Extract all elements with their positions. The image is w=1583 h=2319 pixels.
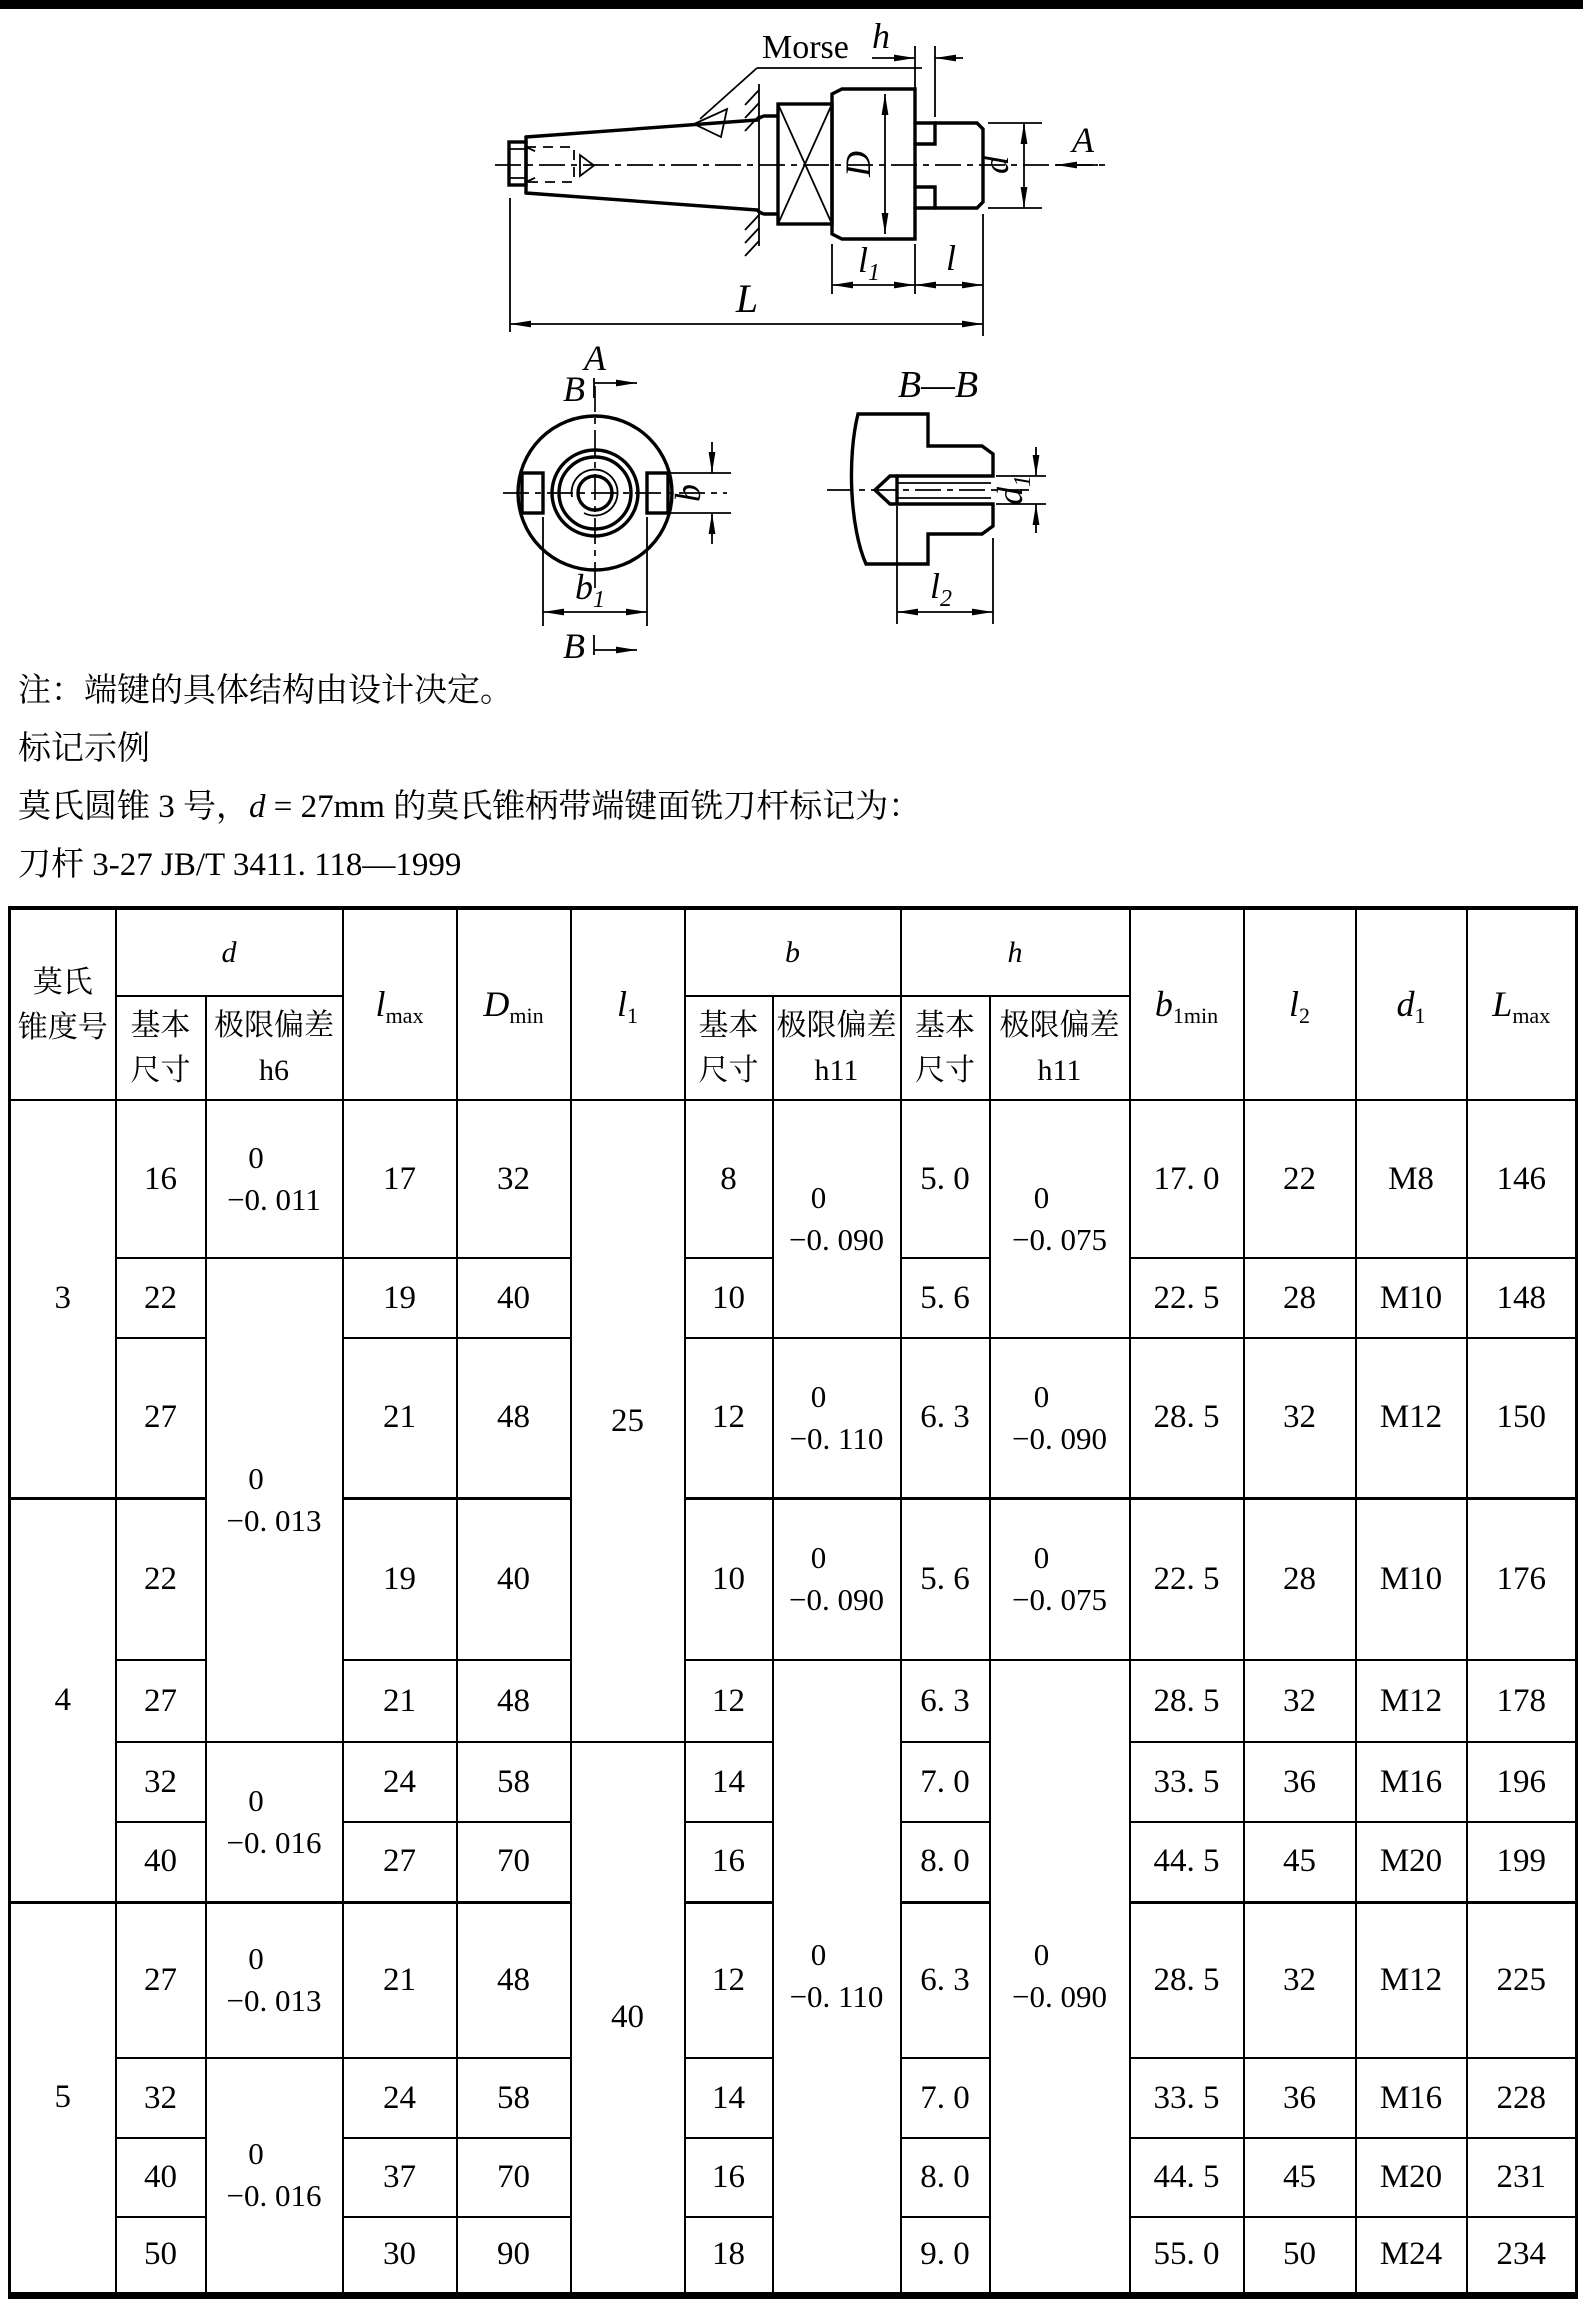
dimension-table bbox=[8, 906, 1578, 2299]
Lmax-cell: 148 bbox=[1467, 1258, 1577, 1338]
d-basic-cell: 27 bbox=[116, 1660, 206, 1742]
dim-l-label: l bbox=[945, 238, 957, 278]
col-header-d1: $d_1$ bbox=[1356, 908, 1467, 1100]
h-basic-cell: 6. 3 bbox=[901, 1660, 990, 1742]
b1min-cell: 22. 5 bbox=[1130, 1498, 1244, 1660]
lmax-cell: 19 bbox=[343, 1258, 457, 1338]
Lmax-cell: 146 bbox=[1467, 1100, 1577, 1258]
taper-no-cell: 5 bbox=[10, 1902, 116, 2295]
d1-cell: M10 bbox=[1356, 1258, 1467, 1338]
b1min-cell: 44. 5 bbox=[1130, 2138, 1244, 2217]
d-basic-cell: 50 bbox=[116, 2217, 206, 2295]
l2-cell: 45 bbox=[1244, 1822, 1356, 1902]
b-basic-cell: 14 bbox=[685, 1742, 773, 1822]
end-view-A bbox=[503, 338, 731, 666]
Lmax-cell: 225 bbox=[1467, 1902, 1577, 2058]
main-side-view bbox=[495, 16, 1105, 336]
notes-block bbox=[18, 662, 921, 894]
d-basic-cell: 22 bbox=[116, 1498, 206, 1660]
d1-cell: M12 bbox=[1356, 1338, 1467, 1498]
d1-cell: M24 bbox=[1356, 2217, 1467, 2295]
b-dev-cell: 0 −0. 110 bbox=[773, 1660, 901, 2295]
d-basic-cell: 27 bbox=[116, 1338, 206, 1498]
l2-cell: 36 bbox=[1244, 1742, 1356, 1822]
d-basic-cell: 27 bbox=[116, 1902, 206, 2058]
Dmin-cell: 58 bbox=[457, 2058, 571, 2138]
b-basic-cell: 12 bbox=[685, 1338, 773, 1498]
dim-l1-label: l1 bbox=[857, 240, 881, 286]
h-dev-cell: 0 −0. 090 bbox=[990, 1660, 1130, 2295]
col-header-taper: 莫氏 锥度号 bbox=[10, 908, 116, 1100]
h-basic-cell: 5. 6 bbox=[901, 1498, 990, 1660]
lmax-cell: 21 bbox=[343, 1902, 457, 2058]
lmax-cell: 21 bbox=[343, 1660, 457, 1742]
Lmax-cell: 231 bbox=[1467, 2138, 1577, 2217]
h-dev-cell: 0 −0. 075 bbox=[990, 1498, 1130, 1660]
d1-cell: M12 bbox=[1356, 1902, 1467, 2058]
view-A-label: A bbox=[584, 338, 606, 378]
d-basic-cell: 40 bbox=[116, 1822, 206, 1902]
col-header-lmax: $l_{max}$ bbox=[343, 908, 457, 1100]
b-dev-cell: 0 −0. 090 bbox=[773, 1498, 901, 1660]
l2-cell: 28 bbox=[1244, 1258, 1356, 1338]
d1-cell: M12 bbox=[1356, 1660, 1467, 1742]
d-basic-cell: 40 bbox=[116, 2138, 206, 2217]
l2-cell: 28 bbox=[1244, 1498, 1356, 1660]
b1min-cell: 33. 5 bbox=[1130, 2058, 1244, 2138]
marking-example-title: 标记示例 bbox=[18, 731, 150, 767]
h-basic-cell: 5. 0 bbox=[901, 1100, 990, 1258]
b1min-cell: 28. 5 bbox=[1130, 1902, 1244, 2058]
d1-cell: M20 bbox=[1356, 2138, 1467, 2217]
col-header-b-basic: 基本 尺寸 bbox=[685, 996, 773, 1100]
b1min-cell: 22. 5 bbox=[1130, 1258, 1244, 1338]
section-B-bottom-label: B bbox=[563, 626, 585, 666]
Dmin-cell: 48 bbox=[457, 1338, 571, 1498]
l1-cell: 25 bbox=[571, 1100, 685, 1742]
Dmin-cell: 48 bbox=[457, 1660, 571, 1742]
dim-d-label: d bbox=[976, 156, 1016, 174]
b-basic-cell: 16 bbox=[685, 1822, 773, 1902]
h-basic-cell: 6. 3 bbox=[901, 1902, 990, 2058]
h-basic-cell: 8. 0 bbox=[901, 2138, 990, 2217]
b1min-cell: 28. 5 bbox=[1130, 1660, 1244, 1742]
col-header-d-dev: 极限偏差 h6 bbox=[206, 996, 343, 1100]
dim-h-label: h bbox=[872, 16, 890, 56]
col-header-h-basic: 基本 尺寸 bbox=[901, 996, 990, 1100]
d1-cell: M20 bbox=[1356, 1822, 1467, 1902]
b1min-cell: 55. 0 bbox=[1130, 2217, 1244, 2295]
Dmin-cell: 40 bbox=[457, 1258, 571, 1338]
b1min-cell: 33. 5 bbox=[1130, 1742, 1244, 1822]
marking-example-line: 莫氏圆锥 3 号，d = 27mm 的莫氏锥柄带端键面铣刀杆标记为： bbox=[18, 789, 922, 825]
col-header-d-basic: 基本 尺寸 bbox=[116, 996, 206, 1100]
technical-drawing bbox=[0, 6, 1583, 678]
taper-no-cell: 4 bbox=[10, 1498, 116, 1902]
dim-b1-label: b1 bbox=[575, 567, 605, 613]
b1min-cell: 28. 5 bbox=[1130, 1338, 1244, 1498]
Dmin-cell: 70 bbox=[457, 1822, 571, 1902]
d-dev-cell: 0 −0. 011 bbox=[206, 1100, 343, 1258]
d1-cell: M10 bbox=[1356, 1498, 1467, 1660]
table-row bbox=[10, 1100, 1577, 1258]
l2-cell: 36 bbox=[1244, 2058, 1356, 2138]
Lmax-cell: 234 bbox=[1467, 2217, 1577, 2295]
note-line: 注：端键的具体结构由设计决定。 bbox=[18, 673, 513, 709]
Dmin-cell: 58 bbox=[457, 1742, 571, 1822]
col-header-b-group: b bbox=[685, 908, 901, 996]
lmax-cell: 27 bbox=[343, 1822, 457, 1902]
b-basic-cell: 16 bbox=[685, 2138, 773, 2217]
col-header-l2: $l_2$ bbox=[1244, 908, 1356, 1100]
b-dev-cell: 0 −0. 110 bbox=[773, 1338, 901, 1498]
dim-D-label: D bbox=[838, 151, 878, 177]
lmax-cell: 24 bbox=[343, 2058, 457, 2138]
Lmax-cell: 176 bbox=[1467, 1498, 1577, 1660]
lmax-cell: 19 bbox=[343, 1498, 457, 1660]
l2-cell: 22 bbox=[1244, 1100, 1356, 1258]
b1min-cell: 17. 0 bbox=[1130, 1100, 1244, 1258]
d1-cell: M8 bbox=[1356, 1100, 1467, 1258]
b-basic-cell: 10 bbox=[685, 1258, 773, 1338]
h-basic-cell: 5. 6 bbox=[901, 1258, 990, 1338]
section-view-BB bbox=[827, 364, 1046, 624]
b-basic-cell: 14 bbox=[685, 2058, 773, 2138]
lmax-cell: 37 bbox=[343, 2138, 457, 2217]
d-dev-cell: 0 −0. 013 bbox=[206, 1258, 343, 1742]
h-basic-cell: 9. 0 bbox=[901, 2217, 990, 2295]
d1-cell: M16 bbox=[1356, 2058, 1467, 2138]
l2-cell: 50 bbox=[1244, 2217, 1356, 2295]
h-dev-cell: 0 −0. 090 bbox=[990, 1338, 1130, 1498]
col-header-Lmax: $L_{max}$ bbox=[1467, 908, 1577, 1100]
col-header-h-dev: 极限偏差 h11 bbox=[990, 996, 1130, 1100]
l2-cell: 45 bbox=[1244, 2138, 1356, 2217]
morse-taper-label: Morse bbox=[762, 29, 849, 66]
Dmin-cell: 70 bbox=[457, 2138, 571, 2217]
dim-b-label: b bbox=[668, 484, 708, 502]
b-basic-cell: 12 bbox=[685, 1660, 773, 1742]
d-dev-cell: 0 −0. 013 bbox=[206, 1902, 343, 2058]
Dmin-cell: 90 bbox=[457, 2217, 571, 2295]
h-basic-cell: 6. 3 bbox=[901, 1338, 990, 1498]
h-dev-cell: 0 −0. 075 bbox=[990, 1100, 1130, 1338]
col-header-l1: $l_1$ bbox=[571, 908, 685, 1100]
d-dev-cell: 0 −0. 016 bbox=[206, 2058, 343, 2295]
b-basic-cell: 8 bbox=[685, 1100, 773, 1258]
lmax-cell: 24 bbox=[343, 1742, 457, 1822]
l1-cell: 40 bbox=[571, 1742, 685, 2295]
b-basic-cell: 12 bbox=[685, 1902, 773, 2058]
Lmax-cell: 196 bbox=[1467, 1742, 1577, 1822]
col-header-b-dev: 极限偏差 h11 bbox=[773, 996, 901, 1100]
col-header-d-group: d bbox=[116, 908, 343, 996]
section-BB-title: B—B bbox=[897, 364, 979, 406]
taper-no-cell: 3 bbox=[10, 1100, 116, 1498]
lmax-cell: 21 bbox=[343, 1338, 457, 1498]
col-header-Dmin: $D_{min}$ bbox=[457, 908, 571, 1100]
Lmax-cell: 228 bbox=[1467, 2058, 1577, 2138]
Dmin-cell: 40 bbox=[457, 1498, 571, 1660]
d-basic-cell: 32 bbox=[116, 1742, 206, 1822]
l2-cell: 32 bbox=[1244, 1338, 1356, 1498]
b1min-cell: 44. 5 bbox=[1130, 1822, 1244, 1902]
h-basic-cell: 7. 0 bbox=[901, 2058, 990, 2138]
dim-L-label: L bbox=[735, 276, 759, 321]
dim-l2-label: l2 bbox=[929, 566, 953, 612]
d-basic-cell: 16 bbox=[116, 1100, 206, 1258]
h-basic-cell: 7. 0 bbox=[901, 1742, 990, 1822]
d-basic-cell: 22 bbox=[116, 1258, 206, 1338]
col-header-b1min: $b_{1min}$ bbox=[1130, 908, 1244, 1100]
dim-d1-label: d1 bbox=[990, 475, 1036, 505]
b-dev-cell: 0 −0. 090 bbox=[773, 1100, 901, 1338]
l2-cell: 32 bbox=[1244, 1660, 1356, 1742]
d1-cell: M16 bbox=[1356, 1742, 1467, 1822]
b-basic-cell: 18 bbox=[685, 2217, 773, 2295]
d-dev-cell: 0 −0. 016 bbox=[206, 1742, 343, 1902]
Dmin-cell: 48 bbox=[457, 1902, 571, 2058]
Lmax-cell: 199 bbox=[1467, 1822, 1577, 1902]
lmax-cell: 30 bbox=[343, 2217, 457, 2295]
lmax-cell: 17 bbox=[343, 1100, 457, 1258]
d-basic-cell: 32 bbox=[116, 2058, 206, 2138]
designation-line: 刀杆 3-27 JB/T 3411. 118—1999 bbox=[18, 847, 462, 883]
view-arrow-A-label: A bbox=[1072, 120, 1094, 160]
Dmin-cell: 32 bbox=[457, 1100, 571, 1258]
Lmax-cell: 178 bbox=[1467, 1660, 1577, 1742]
col-header-h-group: h bbox=[901, 908, 1130, 996]
l2-cell: 32 bbox=[1244, 1902, 1356, 2058]
b-basic-cell: 10 bbox=[685, 1498, 773, 1660]
h-basic-cell: 8. 0 bbox=[901, 1822, 990, 1902]
Lmax-cell: 150 bbox=[1467, 1338, 1577, 1498]
section-B-top-label: B bbox=[563, 369, 585, 409]
